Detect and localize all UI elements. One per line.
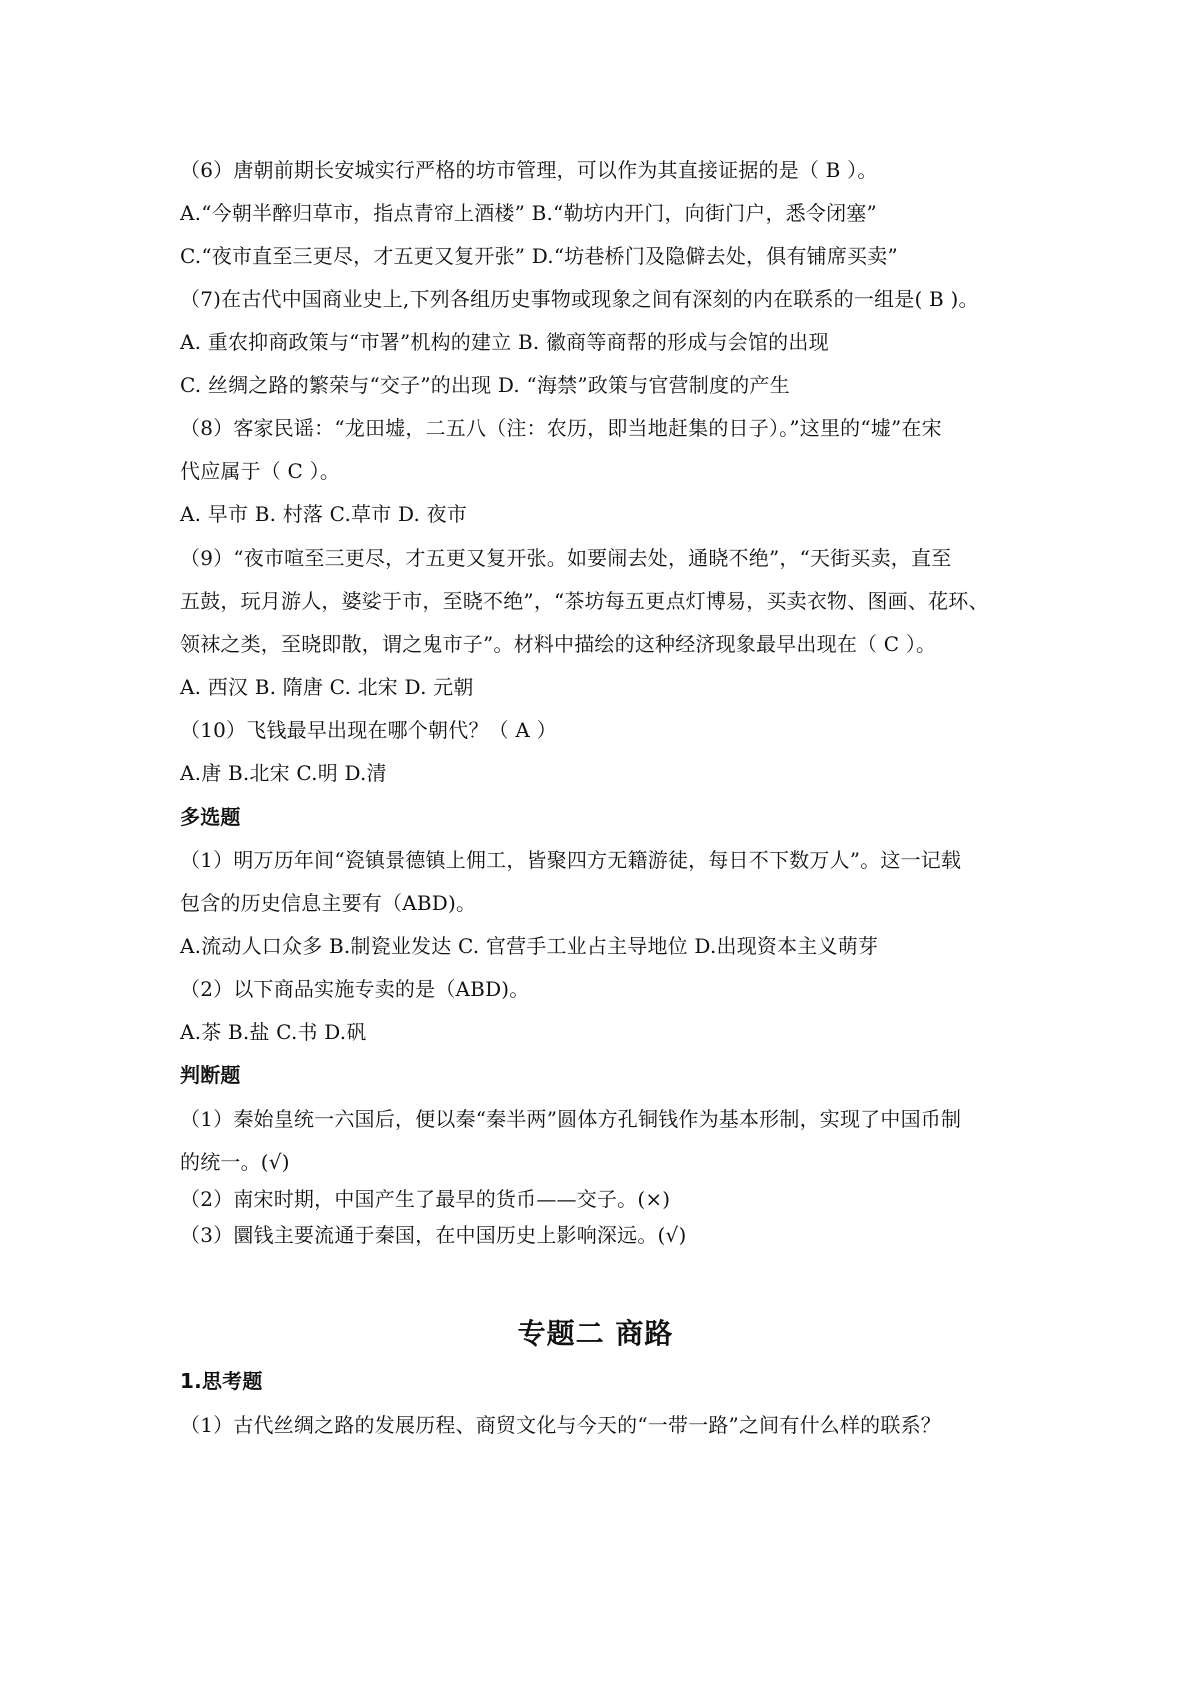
question-6-options-cd: C.“夜市直至三更尽，才五更又复开张” D.“坊巷桥门及隐僻去处，俱有铺席买卖”: [180, 244, 898, 268]
question-10-options: A.唐 B.北宋 C.明 D.清: [180, 761, 387, 785]
question-7: （7)在古代中国商业史上,下列各组历史事物或现象之间有深刻的内在联系的一组是( B )。: [180, 287, 979, 311]
true-false-heading: 判断题: [180, 1063, 241, 1087]
multi-question-2: （2）以下商品实施专卖的是（ABD)。: [180, 977, 530, 1001]
question-9-options: A. 西汉 B. 隋唐 C. 北宋 D. 元朝: [180, 675, 474, 699]
question-9-line-1: （9）“夜市喧至三更尽，才五更又复开张。如要闹去处，通晓不绝”，“天街买卖，直至: [180, 546, 952, 570]
question-8-line-2: 代应属于（ C ）。: [180, 459, 341, 483]
judge-question-2: （2）南宋时期，中国产生了最早的货币——交子。(×): [180, 1187, 671, 1211]
multi-choice-heading: 多选题: [180, 805, 241, 829]
section-title: 专题二 商路: [517, 1317, 674, 1350]
judge-question-3: （3）圜钱主要流通于秦国，在中国历史上影响深远。(√): [180, 1223, 687, 1247]
question-9-line-2: 五鼓，玩月游人，婆娑于市，至晓不绝”，“茶坊每五更点灯博易，买卖衣物、图画、花环、: [180, 589, 989, 613]
question-7-options-cd: C. 丝绸之路的繁荣与“交子”的出现 D. “海禁”政策与官营制度的产生: [180, 373, 790, 397]
multi-question-1-line-1: （1）明万历年间“瓷镇景德镇上佣工，皆聚四方无籍游徒，每日不下数万人”。这一记载: [180, 848, 962, 872]
question-10: （10）飞钱最早出现在哪个朝代？（ A ）: [180, 718, 557, 742]
discussion-heading: 1.思考题: [180, 1369, 263, 1393]
multi-question-1-options: A.流动人口众多 B.制瓷业发达 C. 官营手工业占主导地位 D.出现资本主义萌芽: [180, 934, 879, 958]
judge-question-1-line-2: 的统一。(√): [180, 1150, 290, 1174]
question-7-options-ab: A. 重农抑商政策与“市署”机构的建立 B. 徽商等商帮的形成与会馆的出现: [180, 330, 829, 354]
question-8-line-1: （8）客家民谣：“龙田墟，二五八（注：农历，即当地赶集的日子）。”这里的“墟”在宋: [180, 416, 942, 440]
multi-question-2-options: A.茶 B.盐 C.书 D.矾: [180, 1020, 367, 1044]
question-9-line-3: 领袜之类，至晓即散，谓之鬼市子”。材料中描绘的这种经济现象最早出现在（ C ）。: [180, 632, 937, 656]
discussion-question-1: （1）古代丝绸之路的发展历程、商贸文化与今天的“一带一路”之间有什么样的联系？: [180, 1413, 941, 1437]
judge-question-1-line-1: （1）秦始皇统一六国后，便以秦“秦半两”圆体方孔铜钱作为基本形制，实现了中国币制: [180, 1107, 962, 1131]
question-8-options: A. 早市 B. 村落 C.草市 D. 夜市: [180, 502, 468, 526]
question-6: （6）唐朝前期长安城实行严格的坊市管理，可以作为其直接证据的是（ B ）。: [180, 158, 878, 182]
multi-question-1-line-2: 包含的历史信息主要有（ABD)。: [180, 891, 477, 915]
question-6-options-ab: A.“今朝半醉归草市，指点青帘上酒楼” B.“勒坊内开门，向街门户，悉令闭塞”: [180, 201, 877, 225]
